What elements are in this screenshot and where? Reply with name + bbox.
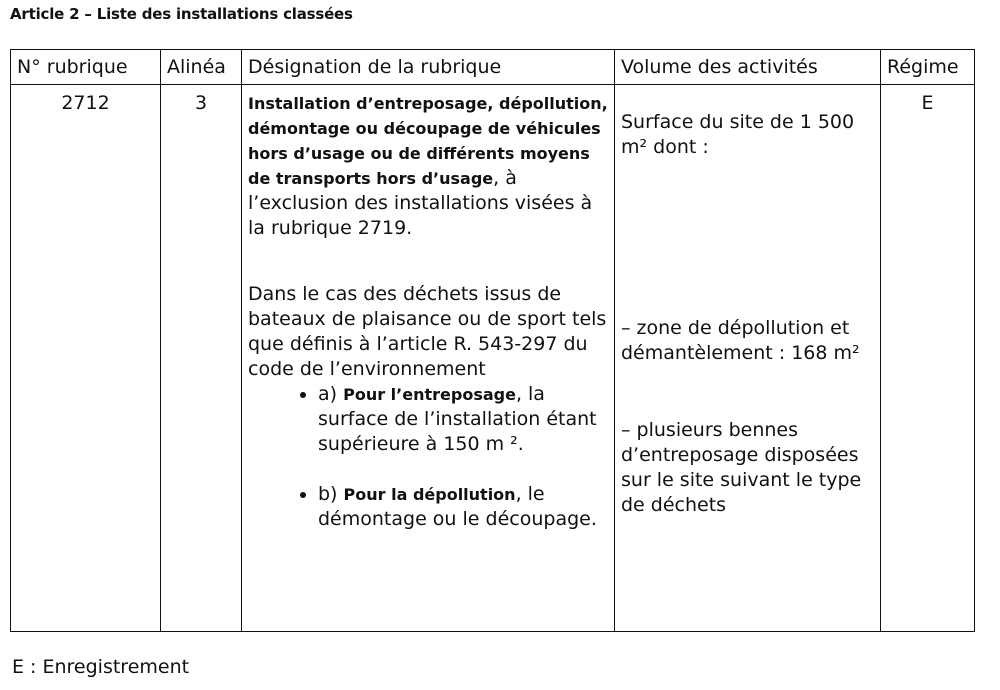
bullet-a	[318, 382, 608, 457]
designation-rest: , à l’exclusion des installations visées à la rubrique 2719.	[248, 167, 593, 239]
header-alinea: Alinéa	[161, 50, 242, 85]
bullet-b-bold: Pour la dépollution	[343, 485, 516, 504]
bullet-b-prefix: b)	[318, 483, 344, 505]
volume-line-2: – zone de dépollution et démantèlement : 168 m²	[621, 317, 860, 364]
header-designation: Désignation de la rubrique	[242, 50, 615, 85]
volume-line-3: – plusieurs bennes d’entreposage disposées sur le site suivant le type de déchets	[621, 419, 862, 516]
cell-regime: E	[881, 85, 975, 632]
bullet-a-prefix: a)	[318, 383, 344, 405]
header-regime: Régime	[881, 50, 975, 85]
table-header-row	[11, 50, 975, 85]
cell-rubrique: 2712	[11, 85, 161, 632]
article-heading: Article 2 – Liste des installations classées	[10, 5, 353, 23]
designation-para-1	[248, 91, 608, 241]
bullet-a-rest: , la surface de l’installation étant supérieure à 150 m ².	[318, 383, 597, 455]
bullet-a-bold: Pour l’entreposage	[343, 385, 516, 404]
designation-para-2: Dans le cas des déchets issus de bateaux de plaisance ou de sport tels que définis à l’article R. 543-297 du code de l’environnement	[248, 283, 607, 380]
designation-bullet-list	[248, 382, 608, 532]
bullet-b-rest: , le démontage ou le découpage.	[318, 483, 597, 530]
cell-designation	[242, 85, 615, 632]
designation-bold: Installation d’entreposage, dépollution, démontage ou découpage de véhicules hors d’usage ou de différents moyens de transports hors d’usage	[248, 94, 608, 188]
cell-alinea: 3	[161, 85, 242, 632]
volume-line-1: Surface du site de 1 500 m² dont :	[621, 111, 855, 158]
header-rubrique: N° rubrique	[11, 50, 161, 85]
cell-volume	[615, 85, 881, 632]
header-volume: Volume des activités	[615, 50, 881, 85]
table-row	[11, 85, 975, 632]
bullet-b	[318, 482, 608, 532]
installations-table	[10, 49, 975, 632]
footer-legend: E : Enregistrement	[12, 656, 190, 678]
